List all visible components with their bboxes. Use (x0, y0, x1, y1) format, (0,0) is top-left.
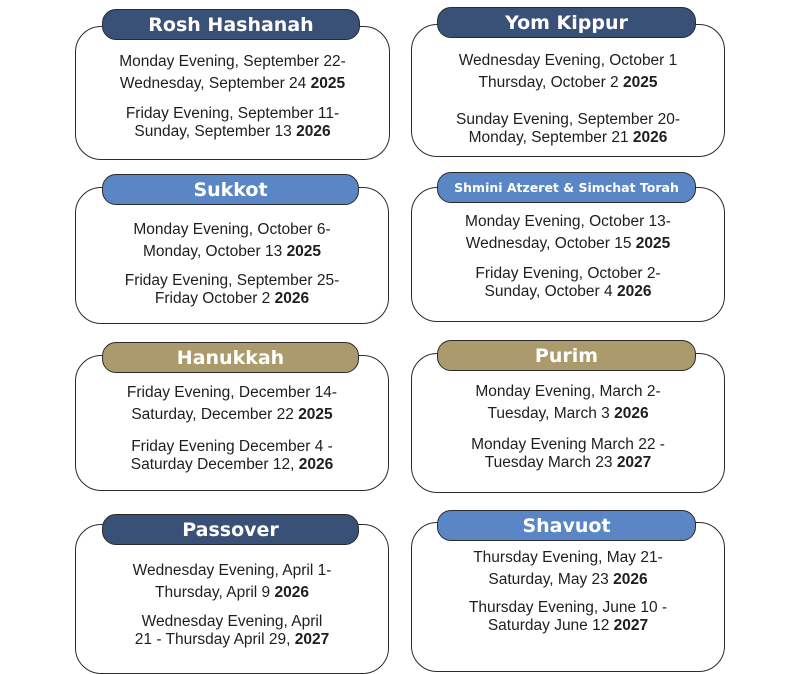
date-range-end (412, 617, 724, 635)
date-range-end (76, 123, 389, 141)
year-label: 2026 (614, 405, 649, 422)
date-range-end-text: Sunday, October 4 (484, 283, 613, 300)
date-range-end (412, 283, 724, 301)
second-date-range (76, 105, 389, 141)
date-range-start: Monday Evening, October 6- (133, 221, 331, 238)
date-range-end (76, 290, 388, 308)
date-range-start: Monday Evening, September 22- (119, 53, 346, 70)
date-range-start: Friday Evening, September 11- (125, 105, 340, 122)
date-range-end (412, 569, 724, 591)
holiday-title-tab: Shmini Atzeret & Simchat Torah (437, 172, 696, 203)
holiday-card (411, 24, 725, 157)
first-date-range (76, 382, 388, 426)
first-date-range (412, 50, 724, 94)
date-range-start: Monday Evening March 22 - (471, 436, 665, 453)
date-range-start: Wednesday Evening, April 1- (132, 562, 332, 579)
date-range-end-text: Tuesday March 23 (484, 454, 613, 471)
first-date-range (76, 219, 388, 263)
date-range-end (76, 73, 389, 95)
holiday-title-tab: Yom Kippur (437, 7, 696, 38)
holiday-card (75, 355, 389, 491)
year-label: 2025 (622, 74, 658, 91)
year-label: 2026 (613, 571, 648, 588)
date-range-end (76, 404, 388, 426)
date-range-end (76, 456, 388, 474)
date-range-end-text: Saturday, December 22 (131, 406, 294, 423)
date-range-end-text: Monday, September 21 (468, 129, 629, 146)
date-range-end-text: Saturday, May 23 (488, 571, 609, 588)
second-date-range (412, 599, 724, 635)
first-date-range (412, 547, 724, 591)
year-label: 2026 (632, 129, 668, 146)
second-date-range (412, 436, 724, 472)
holiday-title-tab: Passover (102, 514, 359, 545)
date-range-end-text: Saturday June 12 (487, 617, 610, 634)
year-label: 2026 (616, 283, 652, 300)
holiday-card (411, 522, 725, 672)
date-range-end (412, 454, 724, 472)
year-label: 2027 (616, 454, 652, 471)
date-range-start: Monday Evening, October 13- (465, 213, 671, 230)
date-range-start: Thursday Evening, June 10 - (468, 599, 668, 616)
holiday-title-tab: Hanukkah (102, 342, 359, 373)
year-label: 2026 (274, 290, 310, 307)
date-range-end (412, 403, 724, 425)
date-range-end-text: Wednesday, September 24 (119, 75, 307, 92)
holiday-card (75, 524, 389, 674)
date-range-end-text: Friday October 2 (154, 290, 275, 307)
date-range-start: Friday Evening, December 14- (126, 384, 338, 401)
date-range-end-text: 21 - Thursday April 29, (134, 631, 291, 648)
holiday-card (75, 26, 390, 160)
year-label: 2025 (286, 243, 322, 260)
second-date-range (76, 613, 388, 649)
first-date-range (412, 381, 724, 425)
holiday-title-tab: Shavuot (437, 510, 696, 541)
date-range-end-text: Wednesday, October 15 (465, 235, 632, 252)
second-date-range (76, 272, 388, 308)
date-range-end (412, 233, 724, 255)
first-date-range (76, 51, 389, 95)
holiday-card (75, 187, 389, 324)
holiday-title-tab: Rosh Hashanah (102, 9, 360, 40)
date-range-end-text: Monday, October 13 (142, 243, 283, 260)
year-label: 2026 (296, 123, 331, 140)
year-label: 2025 (298, 406, 333, 423)
year-label: 2026 (298, 456, 334, 473)
date-range-start: Wednesday Evening, October 1 (458, 52, 678, 69)
holiday-title-tab: Sukkot (102, 174, 359, 205)
first-date-range (76, 560, 388, 604)
date-range-end (412, 129, 724, 147)
date-range-start: Thursday Evening, May 21- (473, 549, 663, 566)
year-label: 2025 (635, 235, 671, 252)
date-range-end-text: Tuesday, March 3 (487, 405, 610, 422)
holiday-card (411, 187, 725, 322)
date-range-end (76, 582, 388, 604)
date-range-end-text: Thursday, October 2 (478, 74, 619, 91)
date-range-end (76, 631, 388, 649)
year-label: 2026 (274, 584, 309, 601)
date-range-start: Sunday Evening, September 20- (455, 111, 681, 128)
second-date-range (76, 438, 388, 474)
holiday-card (411, 353, 725, 493)
year-label: 2025 (310, 75, 346, 92)
second-date-range (412, 111, 724, 147)
date-range-end (76, 241, 388, 263)
date-range-start: Friday Evening December 4 - (131, 438, 333, 455)
date-range-start: Friday Evening, October 2- (475, 265, 661, 282)
year-label: 2027 (294, 631, 330, 648)
date-range-start: Monday Evening, March 2- (475, 383, 661, 400)
date-range-start: Friday Evening, September 25- (124, 272, 340, 289)
date-range-end-text: Sunday, September 13 (134, 123, 292, 140)
first-date-range (412, 211, 724, 255)
date-range-end-text: Saturday December 12, (130, 456, 295, 473)
second-date-range (412, 265, 724, 301)
holiday-title-tab: Purim (437, 340, 696, 371)
year-label: 2027 (613, 617, 649, 634)
date-range-end-text: Thursday, April 9 (155, 584, 271, 601)
date-range-end (412, 72, 724, 94)
date-range-start: Wednesday Evening, April (141, 613, 323, 630)
